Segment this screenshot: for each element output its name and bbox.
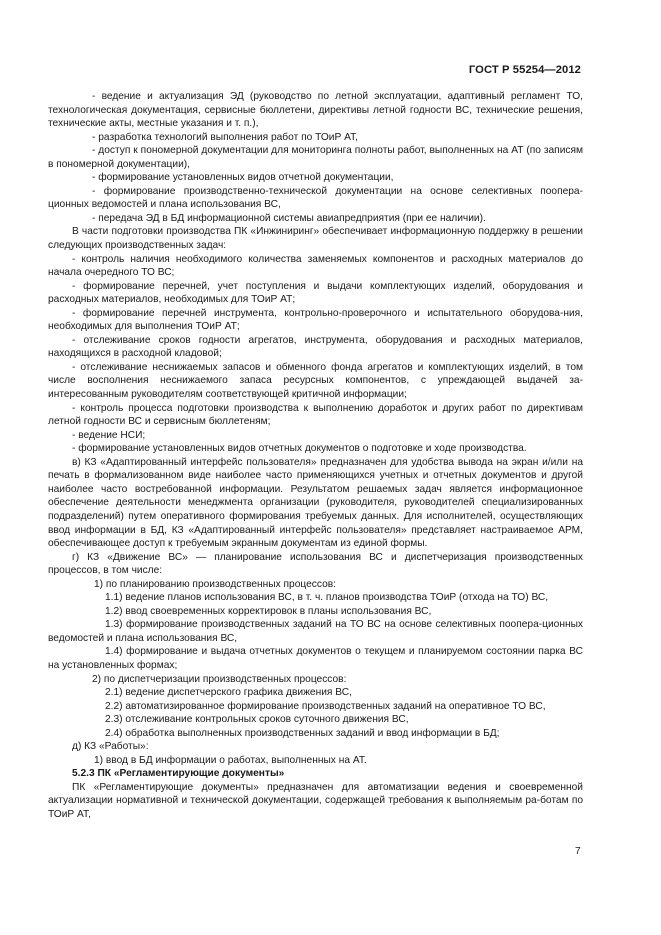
list-item: - отслеживание неснижаемых запасов и обменного фонда агрегатов и комплектующих изделий, в том числе восполнения неснижаемого запаса ресурсных компонентов, с упреждающей выдачей за-интересованным руководителям соответствующей критичной информации; bbox=[48, 361, 583, 401]
list-item: 2.2) автоматизированное формирование производственных заданий на оперативное ТО ВС, bbox=[105, 700, 546, 712]
paragraph: г) КЗ «Движение ВС» — планирование использования ВС и диспетчеризация производственных процессов, в том числе: bbox=[48, 551, 583, 577]
list-item: 1) ввод в БД информации о работах, выполненных на АТ. bbox=[94, 754, 367, 766]
list-item: - контроль процесса подготовки производства к выполнению доработок и других работ по директивам летной годности ВС и сервисным бюллетеням; bbox=[48, 402, 583, 428]
standard-header: ГОСТ Р 55254—2012 bbox=[468, 64, 581, 76]
list-item: 2.1) ведение диспетчерского графика движения ВС, bbox=[105, 687, 352, 699]
list-item: - передача ЭД в БД информационной системы авиапредприятия (при ее наличии). bbox=[92, 212, 486, 224]
list-item: - формирование производственно-технической документации на основе селективных поопера-ционных ведомостей и плана использования ВС, bbox=[48, 185, 583, 211]
list-item: - формирование установленных видов отчетных документов о подготовке и ходе производства. bbox=[72, 443, 527, 455]
list-item: 2) по диспетчеризации производственных процессов: bbox=[92, 673, 347, 685]
list-item: - разработка технологий выполнения работ по ТОиР АТ, bbox=[92, 131, 359, 143]
list-item: 1) по планированию производственных процессов: bbox=[94, 578, 336, 590]
list-item: - формирование перечней инструмента, контрольно-проверочного и испытательного оборудова-ния, необходимых для выполнения ТОиР АТ; bbox=[48, 307, 583, 333]
list-item: - ведение и актуализация ЭД (руководство по летной эксплуатации, адаптивный регламент ТО, технологическая документация, сервисные бюллетени, директивы летной годности ВС, технические решения, технические акты, местные указания и т. п.), bbox=[48, 91, 583, 130]
section-heading: 5.2.3 ПК «Регламентирующие документы» bbox=[72, 768, 285, 780]
list-item: - формирование перечней, учет поступления и выдачи комплектующих изделий, оборудования и расходных материалов, необходимых для ТОиР АТ; bbox=[48, 280, 583, 306]
list-item: - формирование установленных видов отчетной документации, bbox=[92, 172, 394, 184]
list-item: - доступ к пономерной документации для мониторинга полноты работ, выполненных на АТ (по записям в пономерной документации), bbox=[48, 145, 583, 170]
list-item: 1.3) формирование производственных заданий на ТО ВС на основе селективных поопера-ционных ведомостей и плана использования ВС, bbox=[48, 619, 583, 644]
paragraph: В части подготовки производства ПК «Инжиниринг» обеспечивает информационную поддержку в решении следующих производственных задач: bbox=[48, 226, 583, 252]
list-item: 2.4) обработка выполненных производственных заданий и ввод информации в БД; bbox=[105, 727, 500, 739]
list-item: д) КЗ «Работы»: bbox=[72, 741, 149, 753]
paragraph: ПК «Регламентирующие документы» предназначен для автоматизации ведения и своевременной актуализации нормативной и технической документации, содержащей требования к выполняемым ра-ботам по ТОиР АТ, bbox=[48, 781, 583, 820]
list-item: - отслеживание сроков годности агрегатов, инструмента, оборудования и расходных материалов, находящихся в расходной кладовой; bbox=[48, 334, 583, 360]
list-item: - контроль наличия необходимого количества заменяемых компонентов и расходных материалов до начала очередного ТО ВС; bbox=[48, 253, 583, 279]
list-item: 1.1) ведение планов использования ВС, в т. ч. планов производства ТОиР (отхода на ТО) ВС, bbox=[105, 592, 549, 604]
paragraph: в) КЗ «Адаптированный интерфейс пользователя» предназначен для удобства вывода на экран и/или на печать в формализованном виде наиболее часто применяющихся учетных и отчетных документов и другой наиболее часто востребованной информации. Результатом решаемых задач является информационное обеспечение деятельности менеджмента организации (руководителя, руководителей специализированных подразделений) путем оперативного формирования требуемых данных. Для исполнителей, осуществляющих ввод информации в БД, КЗ «Адаптированный интерфейс пользователя» представляет настраиваемое АРМ, обеспечивающее доступ к требуемым экранным документам из единой формы. bbox=[48, 456, 583, 550]
list-item: 2.3) отслеживание контрольных сроков суточного движения ВС, bbox=[105, 714, 409, 726]
document-body bbox=[48, 90, 583, 822]
list-item: - ведение НСИ; bbox=[72, 429, 146, 441]
page-number: 7 bbox=[575, 846, 581, 857]
list-item: 1.4) формирование и выдача отчетных документов о текущем и планируемом состоянии парка ВС на установленных формах; bbox=[48, 646, 583, 671]
list-item: 1.2) ввод своевременных корректировок в планы использования ВС, bbox=[105, 605, 432, 617]
